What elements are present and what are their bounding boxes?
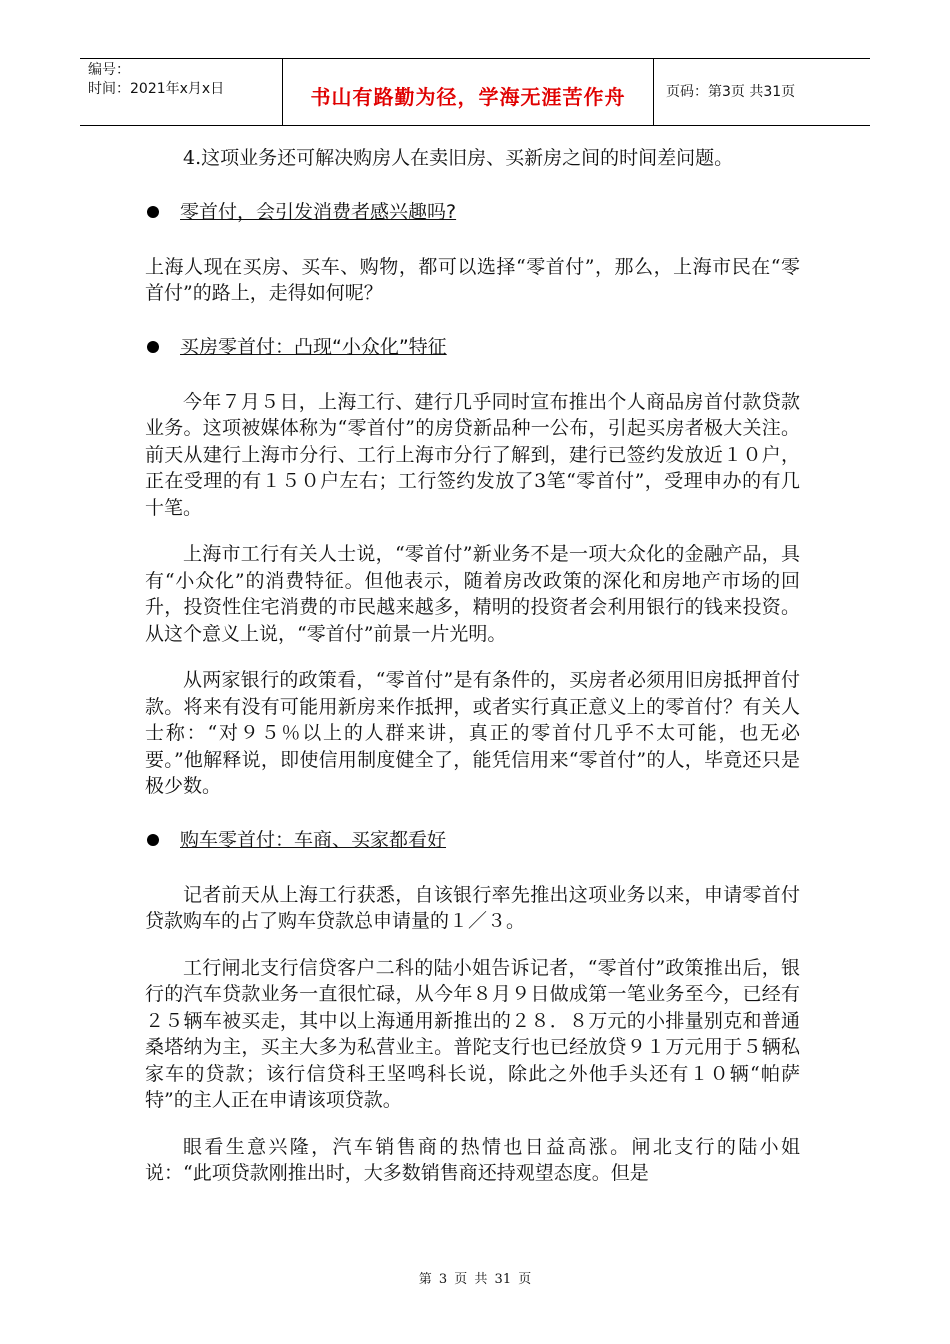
paragraph-house-3: 从两家银行的政策看，“零首付”是有条件的，买房者必须用旧房抵押首付款。将来有没有可能用新房来作抵押，或者实行真正意义上的零首付？有关人士称：“对９５％以上的人群来讲，真正的零首付几乎不太可能，也无必要。”他解释说，即使信用制度健全了，能凭信用来“零首付”的人，毕竟还只是极少数。 — [145, 669, 800, 797]
paragraph-car-2: 工行闸北支行信贷客户二科的陆小姐告诉记者，“零首付”政策推出后，银行的汽车贷款业务一直很忙碌，从今年８月９日做成第一笔业务至今，已经有２５辆车被买走，其中以上海通用新推出的２８．８万元的小排量别克和普通桑塔纳为主，买主大多为私营业主。普陀支行也已经放贷９１万元用于５辆私家车的贷款；该行信贷科王坚鸣科长说，除此之外他手头还有１０辆“帕萨特”的主人正在申请该项贷款。 — [145, 956, 800, 1111]
header-motto-cell — [282, 59, 654, 125]
document-body — [145, 145, 800, 1187]
paragraph-car-1: 记者前天从上海工行获悉，自该银行率先推出这项业务以来，申请零首付贷款购车的占了购车贷款总申请量的１／３。 — [145, 883, 800, 932]
page-footer: 第 3 页 共 31 页 — [418, 1272, 532, 1287]
section-heading-text: 买房零首付：凸现“小众化”特征 — [180, 335, 447, 358]
header-motto: 书山有路勤为径，学海无涯苦作舟 — [310, 85, 626, 109]
document-number-label: 编号： — [88, 62, 130, 78]
paragraph-intro: 上海人现在买房、买车、购物，都可以选择“零首付”，那么，上海市民在“零首付”的路上，走得如何呢？ — [145, 255, 800, 304]
paragraph-car-3: 眼看生意兴隆，汽车销售商的热情也日益高涨。闸北支行的陆小姐说：“此项贷款刚推出时，大多数销售商还持观望态度。但是 — [145, 1135, 800, 1184]
paragraph-house-2: 上海市工行有关人士说，“零首付”新业务不是一项大众化的金融产品，具有“小众化”的消费特征。但他表示，随着房改政策的深化和房地产市场的回升，投资性住宅消费的市民越来越多，精明的投资者会利用银行的钱来投资。从这个意义上说，“零首付”前景一片光明。 — [145, 543, 800, 645]
paragraph-house-1: 今年７月５日，上海工行、建行几乎同时宣布推出个人商品房首付款贷款业务。这项被媒体称为“零首付”的房贷新品种一公布，引起买房者极大关注。前天从建行上海市分行、工行上海市分行了解到，建行已签约发放近１０户，正在受理的有１５０户左右；工行签约发放了3笔“零首付”，受理申办的有几十笔。 — [145, 390, 800, 519]
header-meta — [80, 59, 280, 125]
bullet-icon — [147, 834, 159, 846]
section-heading-text: 零首付，会引发消费者感兴趣吗? — [180, 200, 457, 223]
section-heading-text: 购车零首付：车商、买家都看好 — [180, 828, 447, 851]
section-heading-car — [145, 826, 800, 856]
bullet-icon — [147, 341, 159, 353]
section-heading-house — [145, 333, 800, 363]
bullet-icon — [147, 206, 159, 218]
document-time-label: 时间：2021年x月x日 — [88, 81, 225, 97]
header-page-number: 页码：第3页 共31页 — [666, 84, 796, 100]
paragraph-4: 4.这项业务还可解决购房人在卖旧房、买新房之间的时间差问题。 — [183, 147, 734, 169]
section-heading-consumer-interest — [145, 198, 800, 228]
page-header — [80, 58, 870, 126]
